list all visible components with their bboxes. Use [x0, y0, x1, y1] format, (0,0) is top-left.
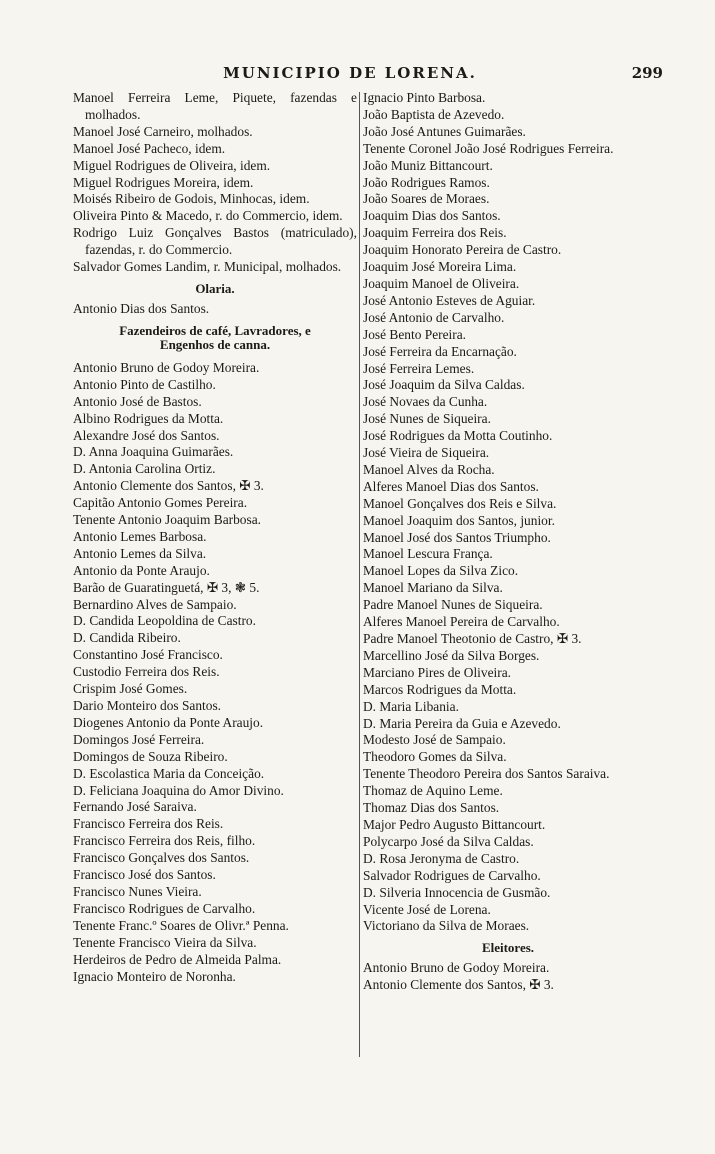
fazendeiros-heading [73, 324, 357, 353]
list-item: D. Rosa Jeronyma de Castro. [363, 850, 520, 866]
right-column [363, 90, 653, 994]
list-item: Manoel Mariano da Silva. [363, 580, 503, 596]
list-item: Joaquim Manoel de Oliveira. [363, 275, 520, 291]
list-item: D. Maria Libania. [363, 698, 459, 714]
list-item: Antonio Dias dos Santos. [73, 300, 210, 316]
list-item: Padre Manoel Theotonio de Castro, ✠ 3. [363, 631, 582, 646]
list-item: Capitão Antonio Gomes Pereira. [73, 495, 248, 511]
list-item: Salvador Gomes Landim, r. Municipal, molhados. [73, 259, 342, 275]
list-item: Salvador Rodrigues de Carvalho. [363, 867, 541, 883]
list-item: Diogenes Antonio da Ponte Araujo. [73, 714, 264, 730]
list-item: Francisco Ferreira dos Reis. [73, 816, 224, 832]
list-item: Rodrigo Luiz Gonçalves Bastos (matriculado), fazendas, r. do Commercio. [73, 225, 357, 258]
fazendeiros-list [73, 360, 357, 986]
list-item: Alexandre José dos Santos. [73, 427, 220, 443]
list-item: Thomaz Dias dos Santos. [363, 800, 500, 816]
list-item: Tenente Antonio Joaquim Barbosa. [73, 512, 261, 528]
list-item: Miguel Rodrigues de Oliveira, idem. [73, 157, 271, 173]
list-item: D. Candida Ribeiro. [73, 630, 181, 646]
list-item: Manoel Lescura França. [363, 546, 493, 562]
list-item: Constantino José Francisco. [73, 647, 223, 663]
list-item: Antonio da Ponte Araujo. [73, 562, 210, 578]
list-item: José Rodrigues da Motta Coutinho. [363, 428, 553, 444]
list-item: Domingos de Souza Ribeiro. [73, 748, 228, 764]
list-item: Manoel Alves da Rocha. [363, 461, 495, 477]
list-item: Tenente Franc.º Soares de Olivr.ª Penna. [73, 917, 289, 933]
page-number: 299 [631, 64, 663, 82]
list-item: Alferes Manoel Pereira de Carvalho. [363, 614, 560, 630]
list-item: Custodio Ferreira dos Reis. [73, 664, 220, 680]
olaria-heading: Olaria. [195, 280, 235, 296]
list-item: Fernando José Saraiva. [73, 799, 197, 815]
list-item: Antonio Pinto de Castilho. [73, 376, 216, 392]
list-item: Manoel José dos Santos Triumpho. [363, 529, 551, 545]
list-item: D. Escolastica Maria da Conceição. [73, 765, 265, 781]
list-item: Antonio Clemente dos Santos, ✠ 3. [363, 977, 554, 993]
list-item: Francisco José dos Santos. [73, 867, 216, 883]
list-item: Bernardino Alves de Sampaio. [73, 596, 237, 612]
list-item: Ignacio Monteiro de Noronha. [73, 968, 236, 984]
fazendeiros-heading-line2: Engenhos de canna. [159, 337, 271, 353]
list-item: Joaquim Ferreira dos Reis. [363, 225, 507, 241]
list-item: José Antonio de Carvalho. [363, 309, 505, 325]
list-item: João José Antunes Guimarães. [363, 123, 526, 139]
list-item: Tenente Theodoro Pereira dos Santos Saraiva. [363, 766, 610, 782]
list-item: Manoel José Carneiro, molhados. [73, 123, 253, 139]
list-item: Herdeiros de Pedro de Almeida Palma. [73, 951, 282, 967]
list-item: Vicente José de Lorena. [363, 901, 491, 917]
list-item: Major Pedro Augusto Bittancourt. [363, 816, 546, 832]
merchant-list [73, 90, 357, 276]
list-item: Manoel Gonçalves dos Reis e Silva. [363, 495, 557, 511]
list-item: Joaquim José Moreira Lima. [363, 259, 517, 275]
list-item: Francisco Rodrigues de Carvalho. [73, 900, 256, 916]
list-item: Alferes Manoel Dias dos Santos. [363, 478, 539, 494]
list-item: D. Antonia Carolina Ortiz. [73, 461, 216, 477]
list-item: Marciano Pires de Oliveira. [363, 664, 511, 680]
list-item: Antonio Bruno de Godoy Moreira. [73, 359, 260, 375]
list-item: Theodoro Gomes da Silva. [363, 749, 507, 765]
eleitores-heading: Eleitores. [481, 940, 535, 956]
list-item: D. Maria Pereira da Guia e Azevedo. [363, 715, 561, 731]
list-item: Thomaz de Aquino Leme. [363, 783, 503, 799]
list-item: Antonio Lemes da Silva. [73, 545, 207, 561]
list-item: Moisés Ribeiro de Godois, Minhocas, idem. [73, 191, 310, 207]
list-item: José Ferreira Lemes. [363, 360, 475, 376]
list-item: Ignacio Pinto Barbosa. [363, 90, 486, 105]
list-item: Manoel Joaquim dos Santos, junior. [363, 512, 555, 528]
fazendeiros-heading-line1: Fazendeiros de café, Lavradores, e [119, 322, 311, 338]
list-item: José Joaquim da Silva Caldas. [363, 377, 525, 393]
list-item: João Baptista de Azevedo. [363, 106, 505, 122]
list-item: D. Candida Leopoldina de Castro. [73, 613, 256, 629]
list-item: Victoriano da Silva de Moraes. [363, 918, 530, 934]
list-item: José Vieira de Siqueira. [363, 445, 490, 461]
list-item: Modesto José de Sampaio. [363, 732, 506, 748]
fazendeiros-list-continued [363, 90, 653, 935]
list-item: Manoel Lopes da Silva Zico. [363, 563, 519, 579]
list-item: José Bento Pereira. [363, 326, 467, 342]
list-item: Padre Manoel Nunes de Siqueira. [363, 597, 543, 613]
list-item: João Muniz Bittancourt. [363, 157, 493, 173]
list-item: José Novaes da Cunha. [363, 394, 488, 410]
list-item: João Rodrigues Ramos. [363, 174, 490, 190]
list-item: D. Silveria Innocencia de Gusmão. [363, 884, 551, 900]
list-item: Manoel Ferreira Leme, Piquete, fazendas e molhados. [73, 90, 357, 122]
list-item: Polycarpo José da Silva Caldas. [363, 833, 534, 849]
list-item: Antonio Bruno de Godoy Moreira. [363, 960, 550, 976]
list-item: Joaquim Dias dos Santos. [363, 208, 501, 224]
list-item: Francisco Nunes Vieira. [73, 883, 202, 899]
list-item: Marcellino José da Silva Borges. [363, 647, 540, 663]
list-item: Barão de Guaratinguetá, ✠ 3, ❃ 5. [73, 579, 260, 595]
list-item: Miguel Rodrigues Moreira, idem. [73, 174, 254, 190]
list-item: D. Anna Joaquina Guimarães. [73, 444, 234, 460]
list-item: Antonio Clemente dos Santos, ✠ 3. [73, 478, 264, 494]
list-item: Antonio José de Bastos. [73, 393, 202, 409]
list-item: Tenente Coronel João José Rodrigues Ferreira. [363, 140, 614, 156]
list-item: D. Feliciana Joaquina do Amor Divino. [73, 782, 284, 798]
list-item: Marcos Rodrigues da Motta. [363, 681, 517, 697]
list-item: José Ferreira da Encarnação. [363, 343, 517, 359]
list-item: Joaquim Honorato Pereira de Castro. [363, 242, 562, 258]
list-item: José Antonio Esteves de Aguiar. [363, 292, 536, 308]
left-column [73, 90, 357, 985]
list-item: Oliveira Pinto & Macedo, r. do Commercio, idem. [73, 208, 343, 224]
list-item: Manoel José Pacheco, idem. [73, 140, 226, 156]
list-item: Francisco Ferreira dos Reis, filho. [73, 833, 256, 849]
list-item: Tenente Francisco Vieira da Silva. [73, 934, 257, 950]
list-item: Antonio Lemes Barbosa. [73, 528, 207, 544]
list-item: José Nunes de Siqueira. [363, 411, 491, 427]
list-item: João Soares de Moraes. [363, 191, 490, 207]
eleitores-list [363, 960, 653, 994]
column-divider [359, 92, 360, 1057]
running-title: MUNICIPIO DE LORENA. [223, 64, 477, 82]
list-item: Albino Rodrigues da Motta. [73, 410, 224, 426]
page-header [0, 60, 715, 86]
list-item: Crispim José Gomes. [73, 681, 188, 697]
list-item: Dario Monteiro dos Santos. [73, 698, 222, 713]
list-item: Francisco Gonçalves dos Santos. [73, 850, 250, 866]
list-item: Domingos José Ferreira. [73, 731, 205, 747]
